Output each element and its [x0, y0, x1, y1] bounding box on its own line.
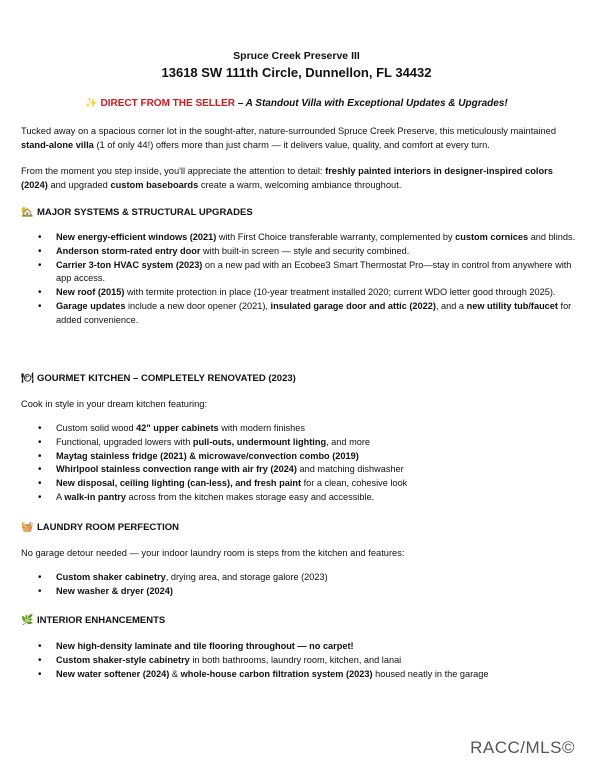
sparkle-icon: ✨	[85, 98, 98, 109]
house-icon: 🏡	[21, 207, 34, 218]
list-item: • Whirlpool stainless convection range with air fry (2024) and matching dishwasher	[38, 464, 404, 476]
plate-icon: 🍽	[21, 373, 34, 384]
list-item: • Custom solid wood 42" upper cabinets with modern finishes	[38, 423, 305, 434]
intro-paragraph-2: From the moment you step inside, you'll appreciate the attention to detail: freshly painted interiors in designer-inspired colors (2024) and upgraded custom baseboards create a warm, welcoming ambiance throughout.	[21, 166, 553, 190]
list-item: • New washer & dryer (2024)	[38, 585, 173, 597]
kitchen-intro: Cook in style in your dream kitchen featuring:	[21, 399, 208, 409]
basket-icon: 🧺	[21, 522, 34, 533]
kitchen-list	[21, 422, 576, 505]
section-heading-interior: 🌿 INTERIOR ENHANCEMENTS	[21, 615, 166, 626]
major-systems-list	[21, 231, 576, 328]
laundry-intro: No garage detour needed — your indoor laundry room is steps from the kitchen and features:	[21, 548, 405, 558]
list-item: • A walk-in pantry across from the kitchen makes storage easy and accessible.	[38, 491, 375, 503]
mls-watermark: RACC/MLS©	[470, 738, 575, 757]
direct-from-seller: DIRECT FROM THE SELLER	[100, 98, 235, 109]
laundry-list	[21, 571, 576, 599]
address-title: 13618 SW 111th Circle, Dunnellon, FL 34432	[161, 65, 432, 80]
list-item: • New roof (2015) with termite protection in place (10-year treatment installed 2020; current WDO letter good through 2025).	[38, 287, 556, 299]
list-item: • Maytag stainless fridge (2021) & microwave/convection combo (2019)	[38, 450, 359, 462]
list-item: • Anderson storm-rated entry door with built-in screen — style and security combined.	[38, 245, 410, 257]
section-heading-major-systems: 🏡 MAJOR SYSTEMS & STRUCTURAL UPGRADES	[21, 207, 253, 218]
list-item: • New high-density laminate and tile flooring throughout — no carpet!	[38, 641, 354, 652]
tagline	[0, 98, 593, 109]
section-heading-kitchen: 🍽 GOURMET KITCHEN – COMPLETELY RENOVATED (2023)	[21, 373, 296, 384]
list-item: • Garage updates include a new door opener (2021), insulated garage door and attic (2022), and a new utility tub/faucet for added convenience.	[38, 300, 572, 325]
section-heading-laundry: 🧺 LAUNDRY ROOM PERFECTION	[21, 522, 179, 533]
list-item: • Custom shaker cabinetry, drying area, and storage galore (2023)	[38, 572, 328, 583]
list-item: • New water softener (2024) & whole-house carbon filtration system (2023) housed neatly in the garage	[38, 668, 489, 680]
leaf-icon: 🌿	[21, 615, 34, 626]
community-title: Spruce Creek Preserve III	[233, 50, 360, 62]
intro-paragraph-1: Tucked away on a spacious corner lot in the sought-after, nature-surrounded Spruce Creek Preserve, this meticulously maintained stand-alone villa (1 of only 44!) offers more than just charm — it delivers value, quality, and comfort at every turn.	[21, 126, 557, 150]
list-item: • Carrier 3-ton HVAC system (2023) on a new pad with an Ecobee3 Smart Thermostat Pro—stay in control from anywhere with app access.	[38, 259, 572, 284]
list-item: • Custom shaker-style cabinetry in both bathrooms, laundry room, kitchen, and lanai	[38, 654, 402, 666]
list-item: • Functional, upgraded lowers with pull-outs, undermount lighting, and more	[38, 436, 370, 448]
interior-list	[21, 640, 576, 681]
list-item: • New disposal, ceiling lighting (can-less), and fresh paint for a clean, cohesive look	[38, 478, 408, 490]
list-item: • New energy-efficient windows (2021) with First Choice transferable warranty, complemented by custom cornices and blinds.	[38, 232, 576, 243]
tagline-rest: – A Standout Villa with Exceptional Updates & Upgrades!	[234, 98, 508, 109]
